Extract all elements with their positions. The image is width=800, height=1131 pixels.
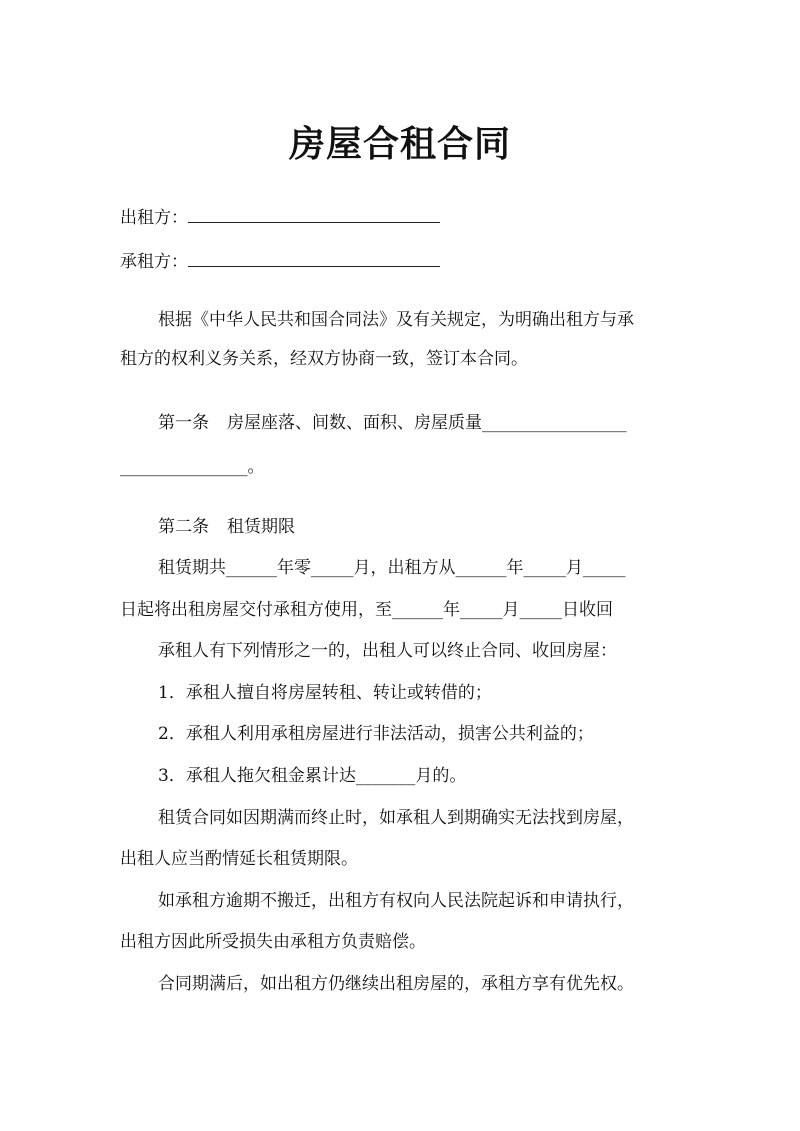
article-1-continuation: _______________。 [120,457,265,477]
overdue-line-1: 如承租方逾期不搬迁，出租方有权向人民法院起诉和申请执行， [158,891,634,911]
overdue-line-2: 出租方因此所受损失由承租方负责赔偿。 [120,932,426,952]
expiry-line-2: 出租人应当酌情延长租赁期限。 [120,849,358,869]
lessee-label: 承租方： [120,252,188,272]
priority-clause: 合同期满后，如出租方仍继续出租房屋的，承租方享有优先权。 [158,974,634,994]
intro-line-1: 根据《中华人民共和国合同法》及有关规定，为明确出租方与承 [158,310,634,330]
article-1-text: 房屋座落、间数、面积、房屋质量_________________ [227,413,627,433]
lessee-blank[interactable] [188,248,440,267]
termination-intro: 承租人有下列情形之一的，出租人可以终止合同、收回房屋： [158,641,617,661]
lessor-label: 出租方： [120,208,188,228]
lessee-line [120,248,690,275]
term-line-2: 日起将出租房屋交付承租方使用，至______年_____月_____日收回 [120,600,613,620]
article-2-text: 租赁期限 [227,517,295,537]
document-title: 房屋合租合同 [288,123,511,165]
termination-item-2: 2．承租人利用承租房屋进行非法活动，损害公共利益的； [158,724,594,744]
termination-item-3: 3．承租人拖欠租金累计达_______月的。 [158,766,467,786]
lessor-line [120,204,690,231]
article-2-number: 第二条 [158,517,209,537]
term-line-1: 租赁期共______年零_____月，出租方从______年_____月_____ [158,558,626,578]
article-2-heading [158,514,728,540]
lessor-blank[interactable] [188,204,440,223]
intro-line-2: 租方的权利义务关系，经双方协商一致，签订本合同。 [120,349,528,369]
expiry-line-1: 租赁合同如因期满而终止时，如承租人到期确实无法找到房屋， [158,808,634,828]
article-1-line [158,410,728,436]
termination-item-1: 1．承租人擅自将房屋转租、转让或转借的； [158,683,492,703]
article-1-number: 第一条 [158,413,209,433]
